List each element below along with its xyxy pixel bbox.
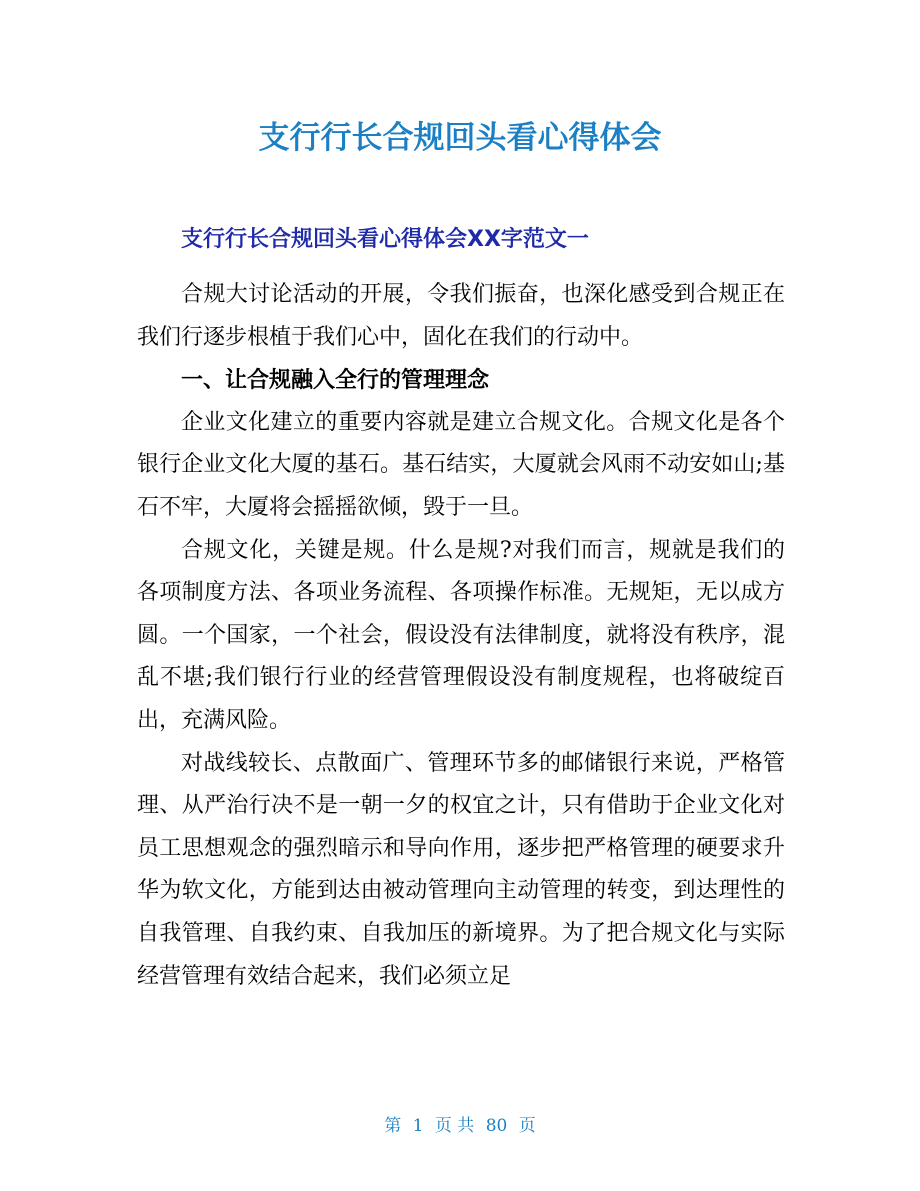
body-paragraph-3: 合规文化，关键是规。什么是规?对我们而言，规就是我们的各项制度方法、各项业务流程、各项操作标准。无规矩，无以成方圆。一个国家，一个社会，假设没有法律制度，就将没有秩序，混乱不堪;我们银行行业的经营管理假设没有制度规程，也将破绽百出，充满风险。 <box>137 537 785 733</box>
footer-current-page: 1 <box>412 1116 424 1136</box>
body-paragraph-intro: 合规大讨论活动的开展，令我们振奋，也深化感受到合规正在我们行逐步根植于我们心中，固化在我们的行动中。 <box>137 282 785 350</box>
footer-suffix: 页 <box>518 1116 536 1136</box>
footer-prefix: 第 <box>384 1116 402 1136</box>
body-paragraph-4: 对战线较长、点散面广、管理环节多的邮储银行来说，严格管理、从严治行决不是一朝一夕的权宜之计，只有借助于企业文化对员工思想观念的强烈暗示和导向作用，逐步把严格管理的硬要求升华为软文化，方能到达由被动管理向主动管理的转变，到达理性的自我管理、自我约束、自我加压的新境界。为了把合规文化与实际经营管理有效结合起来，我们必须立足 <box>137 750 785 989</box>
section-subtitle: 支行行长合规回头看心得体会XX字范文一 <box>181 227 589 252</box>
document-title: 支行行长合规回头看心得体会 <box>258 120 662 156</box>
footer-middle: 页 共 <box>434 1116 475 1136</box>
body-paragraph-2: 企业文化建立的重要内容就是建立合规文化。合规文化是各个银行企业文化大厦的基石。基石结实，大厦就会风雨不动安如山;基石不牢，大厦将会摇摇欲倾，毁于一旦。 <box>137 409 785 520</box>
section-heading-1: 一、让合规融入全行的管理理念 <box>181 367 490 394</box>
footer-total-pages: 80 <box>485 1116 508 1136</box>
page-footer <box>0 1112 920 1140</box>
document-body <box>137 274 785 998</box>
